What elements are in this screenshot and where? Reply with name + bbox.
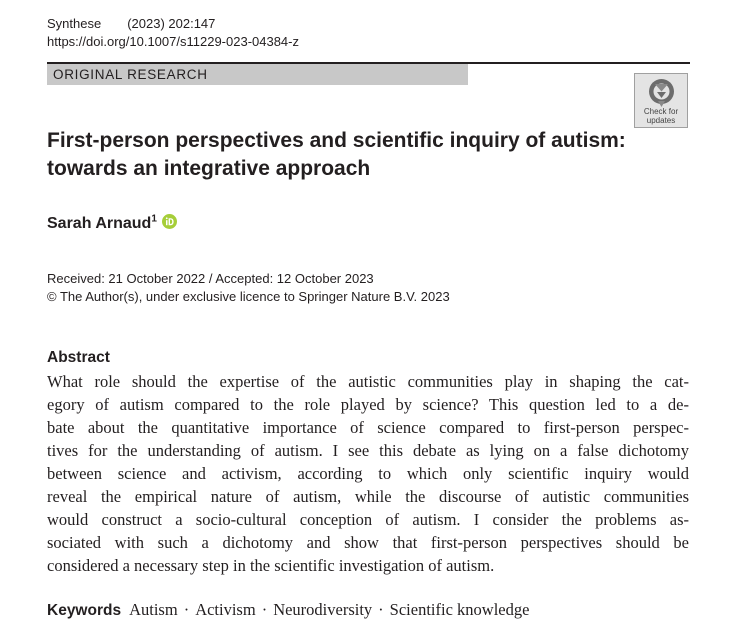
journal-name: Synthese <box>47 16 102 31</box>
abstract-line: What role should the expertise of the autistic communities play in shaping the cat- <box>47 372 689 391</box>
keyword-separator: · <box>261 600 268 619</box>
check-for-updates-icon <box>648 78 675 108</box>
doi-link[interactable]: https://doi.org/10.1007/s11229-023-04384-z <box>47 34 299 49</box>
title-line-1: First-person perspectives and scientific inquiry of autism: <box>47 129 626 152</box>
citation: (2023) 202:147 <box>127 16 216 31</box>
abstract-heading: Abstract <box>47 349 110 366</box>
title-line-2: towards an integrative approach <box>47 157 371 180</box>
keyword-item[interactable]: Autism <box>129 600 178 619</box>
abstract-line: bate about the quantitative importance of science compared to first-person perspec- <box>47 418 689 437</box>
keywords <box>47 599 529 622</box>
keyword-item[interactable]: Neurodiversity <box>273 600 373 619</box>
check-for-updates-button[interactable] <box>634 73 688 128</box>
abstract-line: between science and activism, according to which only scientific inquiry would <box>47 464 689 483</box>
author <box>47 214 177 234</box>
author-name[interactable]: Sarah Arnaud <box>47 215 152 232</box>
abstract-line: would construct a socio-cultural conception of autism. I consider the problems as- <box>47 510 689 529</box>
keyword-separator: · <box>183 600 190 619</box>
abstract-line: considered a necessary step in the scientific investigation of autism. <box>47 556 495 575</box>
keywords-label: Keywords <box>47 602 122 619</box>
section-label: ORIGINAL RESEARCH <box>53 67 208 82</box>
abstract-line: reveal the empirical nature of autism, while the discourse of autistic communities <box>47 487 689 506</box>
abstract-text <box>47 370 689 577</box>
copyright-notice: © The Author(s), under exclusive licence to Springer Nature B.V. 2023 <box>47 289 450 304</box>
paper-title <box>47 127 647 183</box>
abstract-line: tives for the understanding of autism. I see this debate as lying on a false dichotomy <box>47 441 689 460</box>
keyword-item[interactable]: Activism <box>195 600 256 619</box>
orcid-icon[interactable] <box>162 214 177 229</box>
affiliation-mark[interactable]: 1 <box>151 213 157 225</box>
received-accepted-dates: Received: 21 October 2022 / Accepted: 12 October 2023 <box>47 271 374 286</box>
journal-citation <box>47 16 215 32</box>
keyword-item[interactable]: Scientific knowledge <box>389 600 530 619</box>
check-for-updates-line2: updates <box>646 115 676 125</box>
abstract-line: sociated with such a dichotomy and show that first-person perspectives should be <box>47 533 689 552</box>
keyword-separator: · <box>378 600 384 619</box>
abstract-line: egory of autism compared to the role played by science? This question led to a de- <box>47 395 689 414</box>
check-for-updates-line1: Check for <box>643 107 679 116</box>
check-for-updates-label <box>635 108 687 125</box>
